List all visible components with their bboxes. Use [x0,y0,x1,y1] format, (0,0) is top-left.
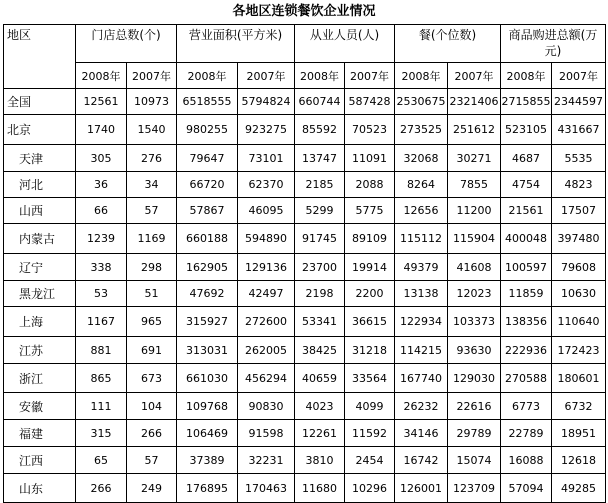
value-cell: 37389 [177,447,238,474]
value-cell: 1167 [76,307,127,337]
value-cell: 18951 [552,420,606,447]
value-cell: 12618 [552,447,606,474]
value-cell: 249 [127,474,177,503]
value-cell: 5299 [295,198,345,224]
region-cell: 全国 [4,89,76,115]
value-cell: 22789 [501,420,552,447]
region-cell: 山东 [4,474,76,503]
value-cell: 923275 [238,115,295,145]
table-row [4,337,606,364]
value-cell: 11680 [295,474,345,503]
value-cell: 33564 [345,364,395,393]
value-cell: 262005 [238,337,295,364]
value-cell: 36 [76,172,127,198]
value-cell: 251612 [448,115,501,145]
value-cell: 305 [76,145,127,172]
value-cell: 13747 [295,145,345,172]
value-cell: 21561 [501,198,552,224]
table-row [4,474,606,503]
value-cell: 30271 [448,145,501,172]
value-cell: 34146 [395,420,448,447]
value-cell: 115112 [395,224,448,254]
value-cell: 114215 [395,337,448,364]
value-cell: 5775 [345,198,395,224]
table-row [4,281,606,307]
year-cell: 2008年 [76,63,127,89]
value-cell: 57 [127,198,177,224]
value-cell: 172423 [552,337,606,364]
value-cell: 2454 [345,447,395,474]
value-cell: 3810 [295,447,345,474]
value-cell: 523105 [501,115,552,145]
value-cell: 12023 [448,281,501,307]
region-cell: 天津 [4,145,76,172]
year-cell: 2007年 [238,63,295,89]
value-cell: 66 [76,198,127,224]
value-cell: 273525 [395,115,448,145]
value-cell: 881 [76,337,127,364]
value-cell: 138356 [501,307,552,337]
value-cell: 660744 [295,89,345,115]
value-cell: 5794824 [238,89,295,115]
value-cell: 46095 [238,198,295,224]
header-seats: 餐(个位数) [395,25,501,63]
region-cell: 辽宁 [4,254,76,281]
value-cell: 100597 [501,254,552,281]
value-cell: 276 [127,145,177,172]
value-cell: 1540 [127,115,177,145]
value-cell: 129030 [448,364,501,393]
value-cell: 38425 [295,337,345,364]
region-cell: 江西 [4,447,76,474]
table-row [4,172,606,198]
table-row [4,145,606,172]
value-cell: 4687 [501,145,552,172]
value-cell: 115904 [448,224,501,254]
header-employees: 从业人员(人) [295,25,395,63]
value-cell: 57867 [177,198,238,224]
value-cell: 32231 [238,447,295,474]
year-cell: 2007年 [345,63,395,89]
value-cell: 22616 [448,393,501,420]
value-cell: 36615 [345,307,395,337]
header-stores: 门店总数(个) [76,25,177,63]
value-cell: 167740 [395,364,448,393]
table-row [4,254,606,281]
value-cell: 4099 [345,393,395,420]
value-cell: 12656 [395,198,448,224]
value-cell: 6518555 [177,89,238,115]
value-cell: 176895 [177,474,238,503]
value-cell: 594890 [238,224,295,254]
year-cell: 2008年 [177,63,238,89]
value-cell: 1169 [127,224,177,254]
value-cell: 32068 [395,145,448,172]
value-cell: 41608 [448,254,501,281]
value-cell: 11200 [448,198,501,224]
region-cell: 山西 [4,198,76,224]
value-cell: 90830 [238,393,295,420]
region-cell: 上海 [4,307,76,337]
table-title: 各地区连锁餐饮企业情况 [232,4,376,19]
region-cell: 安徽 [4,393,76,420]
value-cell: 6732 [552,393,606,420]
value-cell: 2198 [295,281,345,307]
value-cell: 266 [76,474,127,503]
value-cell: 109768 [177,393,238,420]
year-cell: 2007年 [127,63,177,89]
value-cell: 2530675 [395,89,448,115]
header-area: 营业面积(平方米) [177,25,295,63]
value-cell: 93630 [448,337,501,364]
value-cell: 456294 [238,364,295,393]
value-cell: 13138 [395,281,448,307]
year-cell: 2007年 [552,63,606,89]
value-cell: 91745 [295,224,345,254]
value-cell: 51 [127,281,177,307]
table-row [4,420,606,447]
value-cell: 106469 [177,420,238,447]
value-cell: 103373 [448,307,501,337]
value-cell: 6773 [501,393,552,420]
value-cell: 19914 [345,254,395,281]
value-cell: 11859 [501,281,552,307]
value-cell: 660188 [177,224,238,254]
value-cell: 397480 [552,224,606,254]
region-cell: 黑龙江 [4,281,76,307]
value-cell: 170463 [238,474,295,503]
value-cell: 313031 [177,337,238,364]
value-cell: 431667 [552,115,606,145]
table-row [4,115,606,145]
value-cell: 10630 [552,281,606,307]
value-cell: 110640 [552,307,606,337]
value-cell: 16088 [501,447,552,474]
value-cell: 691 [127,337,177,364]
value-cell: 338 [76,254,127,281]
table-row [4,224,606,254]
region-cell: 河北 [4,172,76,198]
value-cell: 8264 [395,172,448,198]
value-cell: 1740 [76,115,127,145]
year-cell: 2007年 [448,63,501,89]
value-cell: 12561 [76,89,127,115]
year-cell: 2008年 [295,63,345,89]
value-cell: 2715855 [501,89,552,115]
year-cell: 2008年 [501,63,552,89]
value-cell: 298 [127,254,177,281]
value-cell: 65 [76,447,127,474]
region-cell: 内蒙古 [4,224,76,254]
value-cell: 122934 [395,307,448,337]
value-cell: 4023 [295,393,345,420]
table-row [4,447,606,474]
value-cell: 49379 [395,254,448,281]
value-cell: 34 [127,172,177,198]
value-cell: 66720 [177,172,238,198]
value-cell: 180601 [552,364,606,393]
value-cell: 5535 [552,145,606,172]
value-cell: 1239 [76,224,127,254]
table-row [4,364,606,393]
value-cell: 57 [127,447,177,474]
value-cell: 47692 [177,281,238,307]
region-cell: 江苏 [4,337,76,364]
value-cell: 2200 [345,281,395,307]
value-cell: 10973 [127,89,177,115]
value-cell: 104 [127,393,177,420]
value-cell: 53 [76,281,127,307]
value-cell: 16742 [395,447,448,474]
region-cell: 福建 [4,420,76,447]
value-cell: 12261 [295,420,345,447]
value-cell: 2088 [345,172,395,198]
value-cell: 57094 [501,474,552,503]
value-cell: 11592 [345,420,395,447]
value-cell: 73101 [238,145,295,172]
value-cell: 400048 [501,224,552,254]
value-cell: 270588 [501,364,552,393]
header-region: 地区 [4,25,76,89]
value-cell: 222936 [501,337,552,364]
value-cell: 23700 [295,254,345,281]
value-cell: 70523 [345,115,395,145]
value-cell: 2321406 [448,89,501,115]
restaurant-chain-table [3,24,606,503]
value-cell: 79608 [552,254,606,281]
value-cell: 11091 [345,145,395,172]
value-cell: 162905 [177,254,238,281]
value-cell: 40659 [295,364,345,393]
header-row-groups [4,25,606,63]
value-cell: 31218 [345,337,395,364]
value-cell: 272600 [238,307,295,337]
value-cell: 53341 [295,307,345,337]
value-cell: 2185 [295,172,345,198]
value-cell: 111 [76,393,127,420]
value-cell: 865 [76,364,127,393]
value-cell: 129136 [238,254,295,281]
table-row [4,393,606,420]
value-cell: 42497 [238,281,295,307]
value-cell: 26232 [395,393,448,420]
value-cell: 315927 [177,307,238,337]
region-cell: 浙江 [4,364,76,393]
value-cell: 89109 [345,224,395,254]
value-cell: 29789 [448,420,501,447]
value-cell: 15074 [448,447,501,474]
value-cell: 4823 [552,172,606,198]
value-cell: 2344597 [552,89,606,115]
value-cell: 17507 [552,198,606,224]
value-cell: 266 [127,420,177,447]
value-cell: 10296 [345,474,395,503]
value-cell: 965 [127,307,177,337]
region-cell: 北京 [4,115,76,145]
value-cell: 4754 [501,172,552,198]
header-purchases: 商品购进总额(万元) [501,25,606,63]
table-row [4,89,606,115]
value-cell: 7855 [448,172,501,198]
year-cell: 2008年 [395,63,448,89]
table-body [4,89,606,503]
value-cell: 126001 [395,474,448,503]
value-cell: 315 [76,420,127,447]
value-cell: 62370 [238,172,295,198]
value-cell: 661030 [177,364,238,393]
table-row [4,198,606,224]
header-row-years [4,63,606,89]
value-cell: 85592 [295,115,345,145]
value-cell: 587428 [345,89,395,115]
value-cell: 980255 [177,115,238,145]
value-cell: 79647 [177,145,238,172]
table-row [4,307,606,337]
value-cell: 673 [127,364,177,393]
value-cell: 123709 [448,474,501,503]
value-cell: 49285 [552,474,606,503]
value-cell: 91598 [238,420,295,447]
